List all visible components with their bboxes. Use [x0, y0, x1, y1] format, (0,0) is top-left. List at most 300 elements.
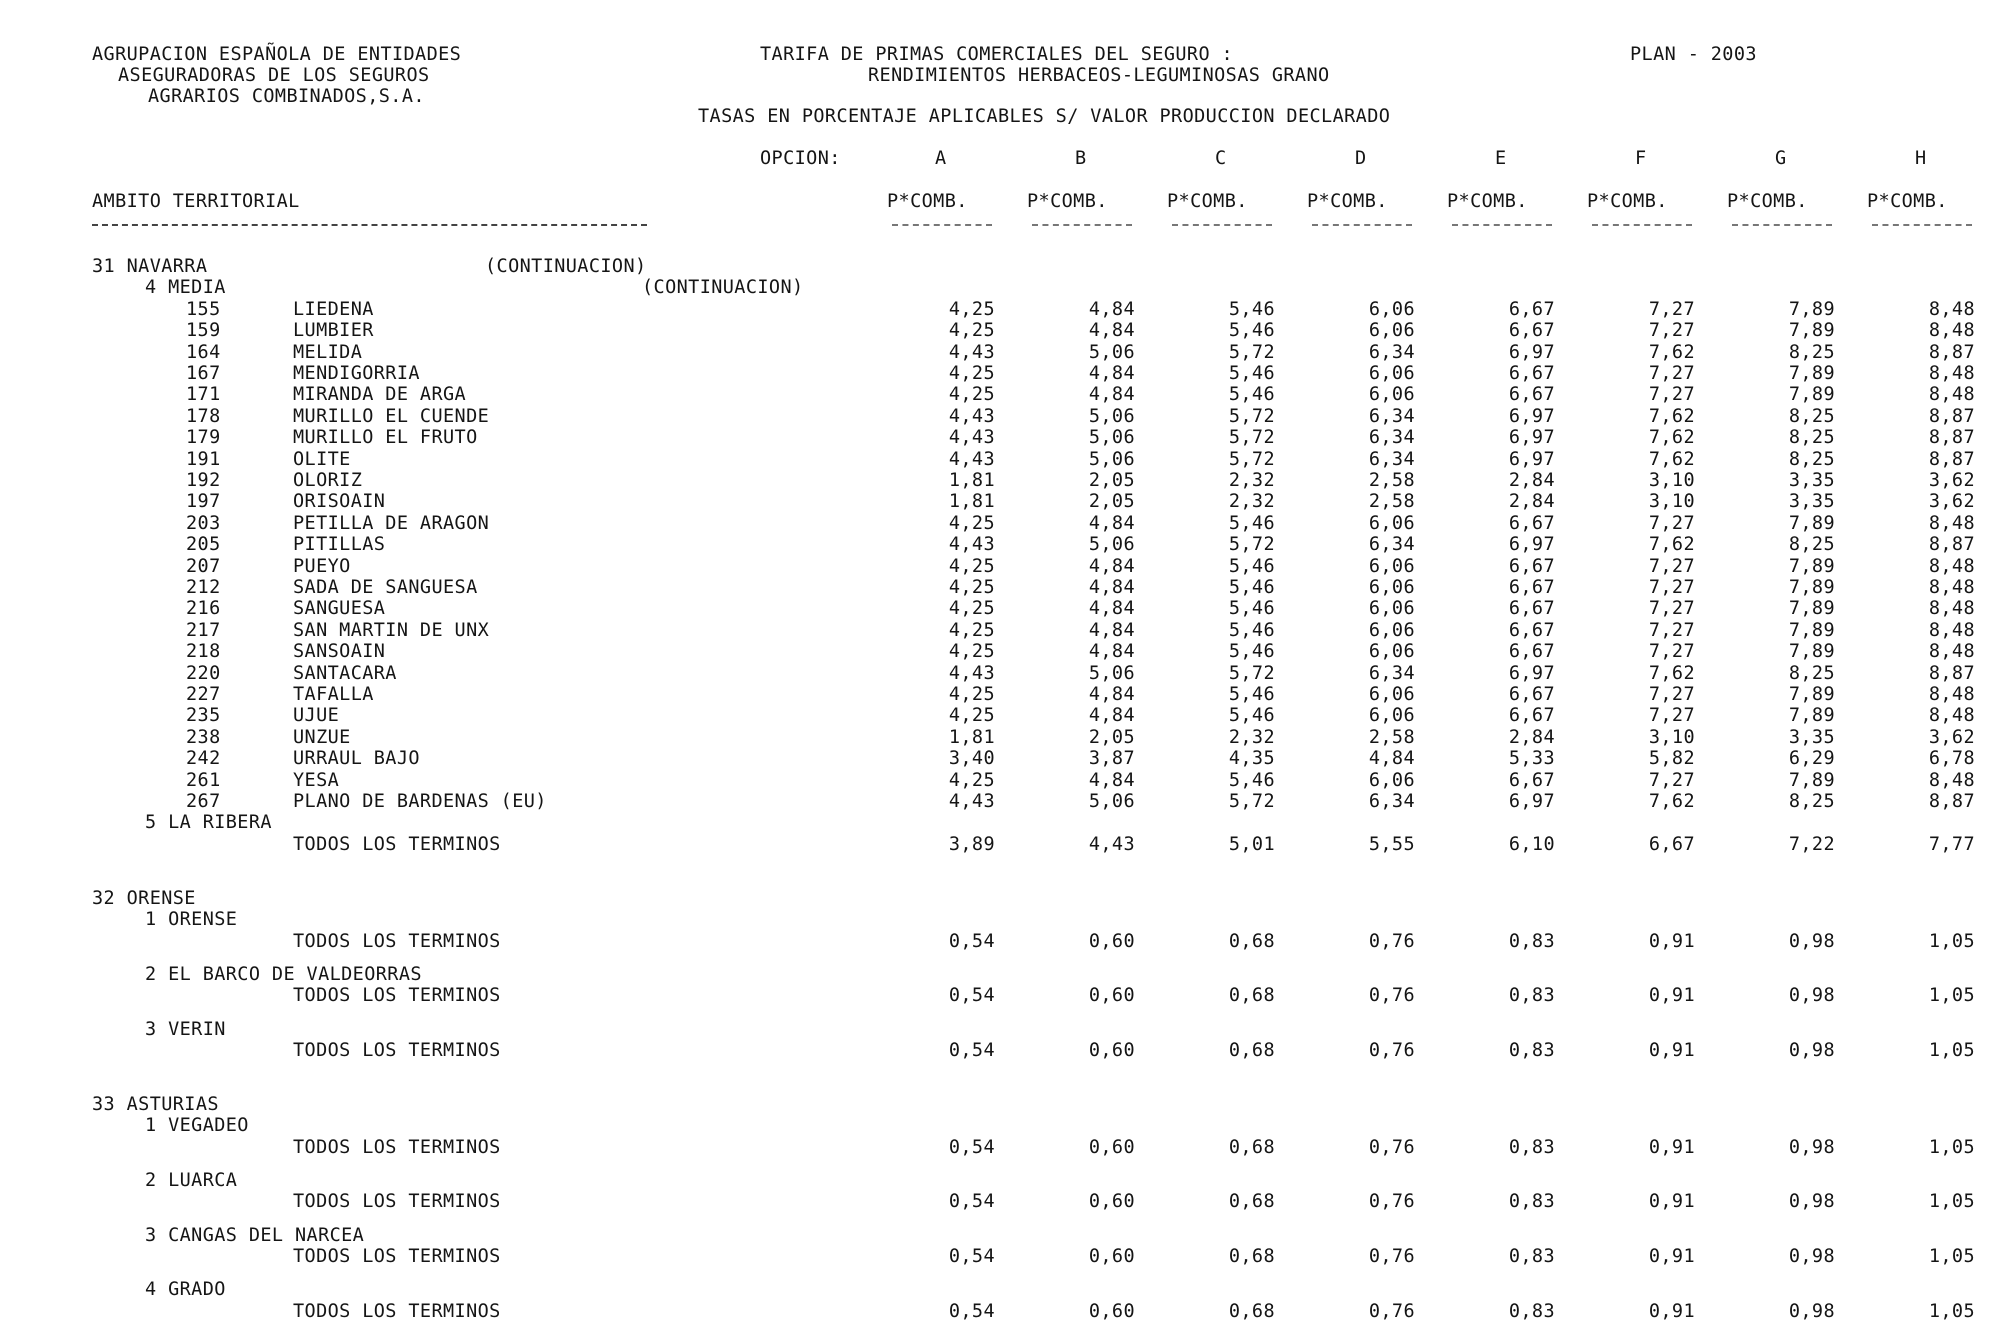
rate-value-c: 2,32 — [1228, 491, 1275, 513]
rate-value-b: 4,43 — [1088, 833, 1135, 855]
rate-value-d: 6,06 — [1368, 298, 1415, 320]
comarca-label: 1 ORENSE — [145, 909, 238, 931]
rate-value-c: 0,68 — [1228, 1136, 1275, 1158]
municipality-name: TODOS LOS TERMINOS — [293, 985, 501, 1007]
municipality-code: 238 — [186, 726, 221, 748]
rate-value-g: 8,25 — [1788, 405, 1835, 427]
municipality-code: 205 — [186, 534, 221, 556]
rate-value-c: 5,46 — [1228, 577, 1275, 598]
rate-value-b: 2,05 — [1088, 470, 1135, 491]
rate-value-h: 8,48 — [1928, 298, 1975, 320]
municipality-name: SAN MARTIN DE UNX — [293, 619, 490, 641]
rate-value-d: 6,34 — [1368, 534, 1415, 556]
rate-value-g: 0,98 — [1788, 1191, 1835, 1213]
rate-value-g: 8,25 — [1788, 448, 1835, 470]
rate-value-e: 6,97 — [1508, 534, 1555, 556]
rate-value-a: 4,43 — [948, 427, 995, 449]
rate-value-e: 6,67 — [1508, 363, 1555, 384]
municipality-name: MIRANDA DE ARGA — [293, 384, 467, 406]
rate-value-f: 7,27 — [1648, 363, 1695, 384]
rate-value-e: 5,33 — [1508, 748, 1555, 770]
rate-value-c: 5,46 — [1228, 641, 1275, 663]
rate-value-f: 0,91 — [1648, 1039, 1695, 1061]
rate-value-f: 3,10 — [1648, 726, 1695, 748]
rate-value-b: 2,05 — [1088, 491, 1135, 513]
rates-subtitle: TASAS EN PORCENTAJE APLICABLES S/ VALOR PRODUCCION DECLARADO — [698, 106, 1391, 127]
rate-value-d: 0,76 — [1368, 930, 1415, 952]
comarca-label: 4 GRADO — [145, 1279, 226, 1301]
rate-value-a: 4,25 — [948, 298, 995, 320]
rate-value-h: 8,87 — [1928, 405, 1975, 427]
comb-label: P*COMB. — [887, 191, 968, 212]
rate-value-c: 5,72 — [1228, 405, 1275, 427]
comarca-label: 3 VERIN — [145, 1018, 226, 1040]
rate-value-d: 6,06 — [1368, 363, 1415, 384]
rate-value-d: 6,06 — [1368, 619, 1415, 641]
rate-value-h: 8,48 — [1928, 769, 1975, 791]
municipality-code: 216 — [186, 598, 221, 620]
rate-value-f: 7,27 — [1648, 298, 1695, 320]
rate-value-c: 2,32 — [1228, 726, 1275, 748]
rate-value-e: 6,67 — [1508, 619, 1555, 641]
rate-value-g: 8,25 — [1788, 662, 1835, 684]
rate-value-f: 7,27 — [1648, 598, 1695, 620]
rate-value-f: 7,27 — [1648, 555, 1695, 577]
rate-value-b: 4,84 — [1088, 363, 1135, 384]
municipality-name: TODOS LOS TERMINOS — [293, 1246, 501, 1268]
rate-value-b: 4,84 — [1088, 641, 1135, 663]
rate-value-b: 0,60 — [1088, 1039, 1135, 1061]
rate-value-d: 2,58 — [1368, 726, 1415, 748]
rate-value-h: 8,87 — [1928, 662, 1975, 684]
rate-value-a: 4,43 — [948, 791, 995, 812]
rate-value-g: 7,89 — [1788, 619, 1835, 641]
rate-value-d: 6,06 — [1368, 512, 1415, 534]
rate-value-e: 6,97 — [1508, 448, 1555, 470]
rate-value-g: 7,89 — [1788, 555, 1835, 577]
municipality-code: 159 — [186, 320, 221, 342]
comarca-label: 4 MEDIA — [145, 277, 226, 299]
rate-value-e: 0,83 — [1508, 985, 1555, 1007]
rate-value-b: 5,06 — [1088, 405, 1135, 427]
rate-value-g: 8,25 — [1788, 341, 1835, 363]
comarca-label: 5 LA RIBERA — [145, 812, 272, 834]
rate-value-c: 5,46 — [1228, 363, 1275, 384]
rate-value-a: 4,25 — [948, 363, 995, 384]
rate-value-g: 7,89 — [1788, 769, 1835, 791]
rate-value-e: 6,67 — [1508, 769, 1555, 791]
rate-value-a: 4,43 — [948, 405, 995, 427]
rate-value-h: 1,05 — [1928, 1136, 1975, 1158]
rate-value-a: 4,25 — [948, 577, 995, 598]
rate-value-b: 4,84 — [1088, 555, 1135, 577]
rate-value-h: 3,62 — [1928, 470, 1975, 491]
rate-value-b: 4,84 — [1088, 705, 1135, 727]
rate-value-g: 7,89 — [1788, 320, 1835, 342]
rate-value-h: 8,87 — [1928, 534, 1975, 556]
rate-value-f: 6,67 — [1648, 833, 1695, 855]
rate-value-h: 8,48 — [1928, 619, 1975, 641]
rate-value-c: 5,46 — [1228, 619, 1275, 641]
rate-value-c: 0,68 — [1228, 985, 1275, 1007]
rate-value-f: 7,62 — [1648, 341, 1695, 363]
rate-value-d: 6,06 — [1368, 320, 1415, 342]
rate-value-a: 4,25 — [948, 384, 995, 406]
rate-value-g: 6,29 — [1788, 748, 1835, 770]
rate-value-d: 6,06 — [1368, 769, 1415, 791]
rate-value-d: 6,06 — [1368, 384, 1415, 406]
rate-value-d: 6,06 — [1368, 577, 1415, 598]
rate-value-f: 7,62 — [1648, 662, 1695, 684]
municipality-code: 167 — [186, 363, 221, 384]
rate-value-f: 7,27 — [1648, 577, 1695, 598]
rate-value-f: 7,27 — [1648, 705, 1695, 727]
province-label: 33 ASTURIAS — [92, 1094, 219, 1116]
rate-value-g: 7,89 — [1788, 598, 1835, 620]
option-label: OPCION: — [760, 148, 841, 169]
rate-value-a: 0,54 — [948, 1039, 995, 1061]
continuation-note: (CONTINUACION) — [642, 277, 804, 299]
province-label: 32 ORENSE — [92, 887, 196, 909]
municipality-code: 164 — [186, 341, 221, 363]
org-line-2: ASEGURADORAS DE LOS SEGUROS — [118, 65, 430, 86]
comarca-label: 1 VEGADEO — [145, 1115, 249, 1137]
municipality-code: 203 — [186, 512, 221, 534]
municipality-name: TODOS LOS TERMINOS — [293, 1136, 501, 1158]
rate-value-g: 7,89 — [1788, 384, 1835, 406]
rate-value-h: 1,05 — [1928, 1300, 1975, 1322]
rate-value-c: 5,72 — [1228, 662, 1275, 684]
comb-underline — [1172, 224, 1272, 226]
rate-value-b: 4,84 — [1088, 619, 1135, 641]
comb-label: P*COMB. — [1867, 191, 1948, 212]
rate-value-e: 6,10 — [1508, 833, 1555, 855]
municipality-code: 171 — [186, 384, 221, 406]
option-d: D — [1355, 148, 1367, 169]
municipality-code: 267 — [186, 791, 221, 812]
municipality-name: YESA — [293, 769, 340, 791]
municipality-name: PLANO DE BARDENAS (EU) — [293, 791, 547, 812]
rate-value-b: 5,06 — [1088, 448, 1135, 470]
rate-value-f: 7,27 — [1648, 684, 1695, 705]
rate-value-h: 8,48 — [1928, 598, 1975, 620]
rate-value-e: 6,97 — [1508, 662, 1555, 684]
option-a: A — [935, 148, 947, 169]
rate-value-c: 0,68 — [1228, 1039, 1275, 1061]
rate-value-d: 2,58 — [1368, 470, 1415, 491]
rate-value-a: 0,54 — [948, 1246, 995, 1268]
rate-value-d: 6,06 — [1368, 684, 1415, 705]
municipality-name: LUMBIER — [293, 320, 374, 342]
rate-value-b: 5,06 — [1088, 341, 1135, 363]
rate-value-f: 0,91 — [1648, 1300, 1695, 1322]
rate-value-b: 4,84 — [1088, 769, 1135, 791]
rate-value-h: 8,48 — [1928, 641, 1975, 663]
municipality-code: 179 — [186, 427, 221, 449]
rate-value-g: 7,89 — [1788, 363, 1835, 384]
rate-value-h: 8,48 — [1928, 684, 1975, 705]
rate-value-b: 0,60 — [1088, 1136, 1135, 1158]
rate-value-e: 6,67 — [1508, 705, 1555, 727]
rate-value-h: 8,48 — [1928, 705, 1975, 727]
comb-label: P*COMB. — [1307, 191, 1388, 212]
province-label: 31 NAVARRA — [92, 256, 208, 277]
municipality-code: 192 — [186, 470, 221, 491]
rate-value-b: 4,84 — [1088, 384, 1135, 406]
rate-value-a: 4,25 — [948, 684, 995, 705]
rate-value-b: 0,60 — [1088, 930, 1135, 952]
rate-value-g: 0,98 — [1788, 1039, 1835, 1061]
scope-label: AMBITO TERRITORIAL — [92, 191, 300, 212]
rate-value-d: 0,76 — [1368, 1191, 1415, 1213]
option-h: H — [1915, 148, 1927, 169]
rate-value-a: 4,43 — [948, 448, 995, 470]
rate-value-d: 2,58 — [1368, 491, 1415, 513]
rate-value-d: 0,76 — [1368, 1300, 1415, 1322]
comb-underline — [1312, 224, 1412, 226]
municipality-name: OLITE — [293, 448, 351, 470]
rate-value-e: 0,83 — [1508, 1246, 1555, 1268]
municipality-name: UNZUE — [293, 726, 351, 748]
rate-value-f: 3,10 — [1648, 491, 1695, 513]
rate-value-a: 0,54 — [948, 1136, 995, 1158]
rate-value-d: 6,34 — [1368, 662, 1415, 684]
rate-value-b: 2,05 — [1088, 726, 1135, 748]
rate-value-h: 8,48 — [1928, 577, 1975, 598]
rate-value-d: 6,34 — [1368, 427, 1415, 449]
rate-value-a: 4,43 — [948, 662, 995, 684]
comarca-label: 2 LUARCA — [145, 1170, 238, 1192]
rate-value-g: 3,35 — [1788, 726, 1835, 748]
org-line-1: AGRUPACION ESPAÑOLA DE ENTIDADES — [92, 44, 462, 65]
rate-value-h: 3,62 — [1928, 726, 1975, 748]
municipality-name: PITILLAS — [293, 534, 386, 556]
municipality-code: 242 — [186, 748, 221, 770]
municipality-name: SANGUESA — [293, 598, 386, 620]
rate-value-b: 4,84 — [1088, 577, 1135, 598]
rate-value-h: 7,77 — [1928, 833, 1975, 855]
municipality-code: 155 — [186, 298, 221, 320]
municipality-name: UJUE — [293, 705, 340, 727]
rate-value-d: 6,06 — [1368, 555, 1415, 577]
rate-value-c: 5,46 — [1228, 769, 1275, 791]
rate-value-g: 7,89 — [1788, 577, 1835, 598]
municipality-name: TODOS LOS TERMINOS — [293, 1191, 501, 1213]
rate-value-h: 8,48 — [1928, 384, 1975, 406]
rate-value-h: 8,87 — [1928, 427, 1975, 449]
rate-value-g: 7,89 — [1788, 512, 1835, 534]
tariff-title: TARIFA DE PRIMAS COMERCIALES DEL SEGURO : — [760, 44, 1234, 65]
rate-value-g: 8,25 — [1788, 534, 1835, 556]
municipality-code: 235 — [186, 705, 221, 727]
municipality-name: MELIDA — [293, 341, 363, 363]
municipality-code: 207 — [186, 555, 221, 577]
municipality-code: 191 — [186, 448, 221, 470]
rate-value-e: 6,97 — [1508, 405, 1555, 427]
rate-value-h: 6,78 — [1928, 748, 1975, 770]
rate-value-a: 4,25 — [948, 555, 995, 577]
rate-value-c: 5,46 — [1228, 320, 1275, 342]
comb-label: P*COMB. — [1167, 191, 1248, 212]
rate-value-g: 0,98 — [1788, 1246, 1835, 1268]
rate-value-f: 7,27 — [1648, 619, 1695, 641]
rate-value-g: 7,89 — [1788, 705, 1835, 727]
rate-value-f: 0,91 — [1648, 985, 1695, 1007]
municipality-name: TAFALLA — [293, 684, 374, 705]
comb-underline — [1872, 224, 1972, 226]
rate-value-b: 4,84 — [1088, 320, 1135, 342]
rate-value-a: 3,40 — [948, 748, 995, 770]
rate-value-g: 3,35 — [1788, 491, 1835, 513]
rate-value-f: 7,62 — [1648, 405, 1695, 427]
municipality-name: PUEYO — [293, 555, 351, 577]
municipality-name: LIEDENA — [293, 298, 374, 320]
rate-value-e: 0,83 — [1508, 1136, 1555, 1158]
option-e: E — [1495, 148, 1507, 169]
rate-value-a: 4,25 — [948, 619, 995, 641]
comb-label: P*COMB. — [1587, 191, 1668, 212]
rate-value-a: 3,89 — [948, 833, 995, 855]
municipality-code: 218 — [186, 641, 221, 663]
rate-value-h: 8,48 — [1928, 363, 1975, 384]
rate-value-d: 0,76 — [1368, 985, 1415, 1007]
rate-value-a: 4,25 — [948, 769, 995, 791]
rate-value-a: 1,81 — [948, 491, 995, 513]
rate-value-h: 3,62 — [1928, 491, 1975, 513]
municipality-name: SADA DE SANGUESA — [293, 577, 478, 598]
rate-value-e: 0,83 — [1508, 1039, 1555, 1061]
comb-underline — [1452, 224, 1552, 226]
rate-value-d: 6,34 — [1368, 791, 1415, 812]
rate-value-f: 5,82 — [1648, 748, 1695, 770]
rate-value-h: 8,87 — [1928, 448, 1975, 470]
rate-value-c: 5,72 — [1228, 427, 1275, 449]
rate-value-a: 1,81 — [948, 470, 995, 491]
rate-value-c: 5,72 — [1228, 448, 1275, 470]
rate-value-f: 7,62 — [1648, 427, 1695, 449]
comb-underline — [892, 224, 992, 226]
rate-value-g: 0,98 — [1788, 930, 1835, 952]
rate-value-h: 8,48 — [1928, 320, 1975, 342]
rate-value-a: 0,54 — [948, 1300, 995, 1322]
rate-value-e: 6,67 — [1508, 384, 1555, 406]
municipality-name: URRAUL BAJO — [293, 748, 420, 770]
municipality-code: 197 — [186, 491, 221, 513]
rate-value-d: 4,84 — [1368, 748, 1415, 770]
rate-value-c: 5,72 — [1228, 791, 1275, 812]
rate-value-d: 0,76 — [1368, 1136, 1415, 1158]
rate-value-c: 5,72 — [1228, 341, 1275, 363]
comarca-label: 3 CANGAS DEL NARCEA — [145, 1224, 365, 1246]
rate-value-e: 2,84 — [1508, 470, 1555, 491]
rate-value-a: 4,25 — [948, 320, 995, 342]
org-line-3: AGRARIOS COMBINADOS,S.A. — [148, 86, 425, 107]
rate-value-g: 7,22 — [1788, 833, 1835, 855]
rate-value-e: 6,67 — [1508, 598, 1555, 620]
rate-value-b: 4,84 — [1088, 298, 1135, 320]
rate-value-g: 3,35 — [1788, 470, 1835, 491]
rate-value-g: 0,98 — [1788, 1300, 1835, 1322]
municipality-code: 261 — [186, 769, 221, 791]
rate-value-a: 4,25 — [948, 598, 995, 620]
rate-value-a: 4,25 — [948, 641, 995, 663]
rate-value-e: 6,67 — [1508, 555, 1555, 577]
rate-value-e: 6,97 — [1508, 791, 1555, 812]
rate-value-h: 1,05 — [1928, 985, 1975, 1007]
rate-value-d: 5,55 — [1368, 833, 1415, 855]
municipality-name: TODOS LOS TERMINOS — [293, 833, 501, 855]
municipality-name: SANTACARA — [293, 662, 397, 684]
rate-value-f: 7,62 — [1648, 791, 1695, 812]
comb-label: P*COMB. — [1447, 191, 1528, 212]
continuation-note: (CONTINUACION) — [485, 256, 647, 277]
rate-value-b: 5,06 — [1088, 791, 1135, 812]
rate-value-c: 5,72 — [1228, 534, 1275, 556]
rate-value-e: 6,67 — [1508, 577, 1555, 598]
rate-value-g: 8,25 — [1788, 791, 1835, 812]
rate-value-c: 0,68 — [1228, 1191, 1275, 1213]
rate-value-g: 7,89 — [1788, 641, 1835, 663]
rate-value-f: 0,91 — [1648, 1246, 1695, 1268]
municipality-code: 220 — [186, 662, 221, 684]
municipality-name: OLORIZ — [293, 470, 363, 491]
rate-value-e: 2,84 — [1508, 726, 1555, 748]
rate-value-c: 4,35 — [1228, 748, 1275, 770]
rate-value-a: 4,43 — [948, 341, 995, 363]
rate-value-c: 2,32 — [1228, 470, 1275, 491]
rate-value-b: 3,87 — [1088, 748, 1135, 770]
rate-value-b: 0,60 — [1088, 1191, 1135, 1213]
rate-value-d: 6,34 — [1368, 448, 1415, 470]
rate-value-f: 0,91 — [1648, 930, 1695, 952]
rate-value-f: 7,62 — [1648, 534, 1695, 556]
rate-value-f: 7,27 — [1648, 384, 1695, 406]
rate-value-c: 0,68 — [1228, 1246, 1275, 1268]
rate-value-b: 0,60 — [1088, 985, 1135, 1007]
rate-value-d: 0,76 — [1368, 1039, 1415, 1061]
rate-value-h: 8,87 — [1928, 791, 1975, 812]
rate-value-b: 4,84 — [1088, 598, 1135, 620]
rate-value-e: 6,67 — [1508, 684, 1555, 705]
rate-value-g: 7,89 — [1788, 298, 1835, 320]
rate-value-g: 0,98 — [1788, 1136, 1835, 1158]
rate-value-d: 6,06 — [1368, 705, 1415, 727]
rate-value-a: 4,25 — [948, 512, 995, 534]
rate-value-h: 8,87 — [1928, 341, 1975, 363]
rate-value-e: 6,67 — [1508, 641, 1555, 663]
rate-value-b: 0,60 — [1088, 1300, 1135, 1322]
rate-value-e: 6,97 — [1508, 341, 1555, 363]
rate-value-d: 6,34 — [1368, 341, 1415, 363]
rate-value-a: 4,25 — [948, 705, 995, 727]
rate-value-e: 6,67 — [1508, 298, 1555, 320]
rate-value-g: 7,89 — [1788, 684, 1835, 705]
rate-value-a: 0,54 — [948, 985, 995, 1007]
rate-value-h: 8,48 — [1928, 555, 1975, 577]
municipality-name: MURILLO EL FRUTO — [293, 427, 478, 449]
comb-label: P*COMB. — [1027, 191, 1108, 212]
rate-value-h: 8,48 — [1928, 512, 1975, 534]
rate-value-g: 8,25 — [1788, 427, 1835, 449]
municipality-name: TODOS LOS TERMINOS — [293, 930, 501, 952]
rate-value-d: 0,76 — [1368, 1246, 1415, 1268]
rate-value-d: 6,34 — [1368, 405, 1415, 427]
rate-value-d: 6,06 — [1368, 598, 1415, 620]
rate-value-c: 5,46 — [1228, 598, 1275, 620]
rate-value-h: 1,05 — [1928, 1246, 1975, 1268]
plan-label: PLAN - 2003 — [1630, 44, 1757, 65]
municipality-code: 178 — [186, 405, 221, 427]
